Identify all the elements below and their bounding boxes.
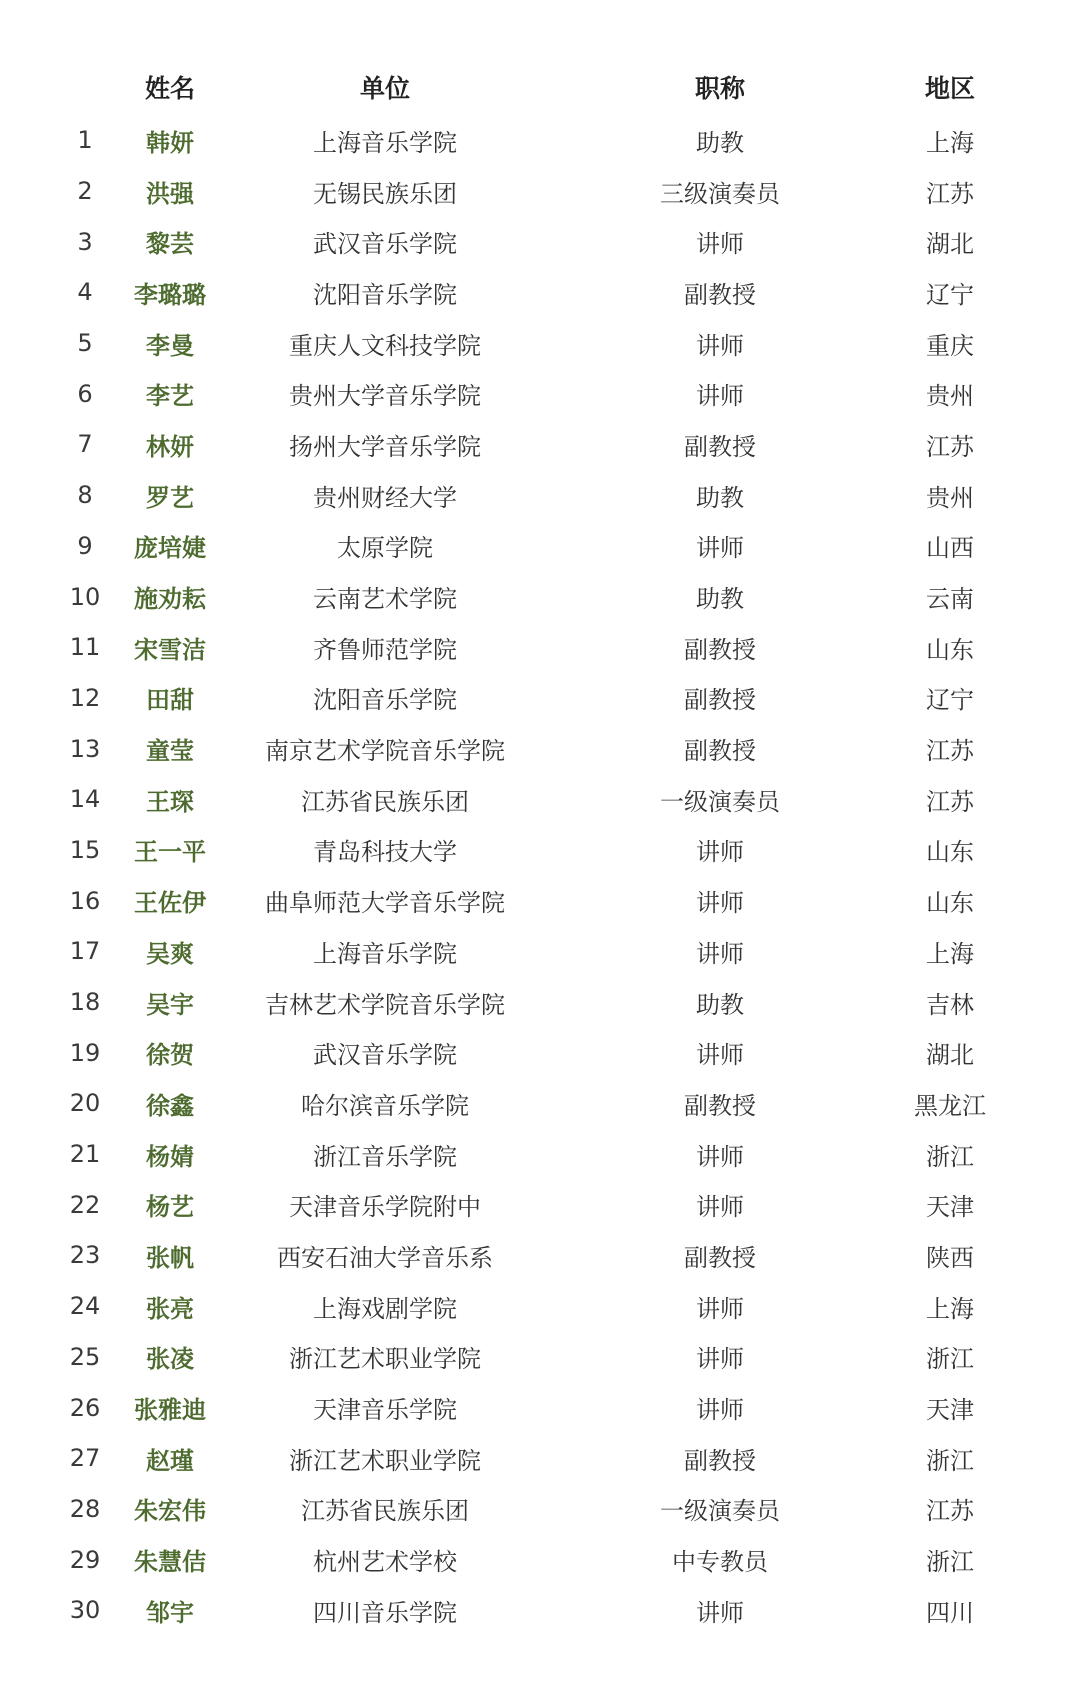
row-name: 田甜	[146, 686, 194, 715]
row-unit: 江苏省民族乐团	[301, 787, 469, 816]
row-region: 浙江	[926, 1446, 974, 1475]
row-title: 讲师	[696, 889, 744, 918]
row-index: 20	[69, 1089, 101, 1118]
row-region: 辽宁	[926, 280, 974, 309]
row-unit: 四川音乐学院	[313, 1598, 457, 1627]
row-title: 讲师	[696, 1345, 744, 1374]
row-region: 山东	[926, 838, 974, 867]
row-unit: 杭州艺术学校	[313, 1548, 457, 1577]
row-unit: 上海音乐学院	[313, 939, 457, 968]
row-unit: 浙江艺术职业学院	[289, 1345, 481, 1374]
row-region: 山西	[926, 534, 974, 563]
row-index: 29	[69, 1545, 101, 1574]
table-row	[0, 521, 1080, 572]
row-unit: 齐鲁师范学院	[313, 635, 457, 664]
row-title: 一级演奏员	[660, 787, 780, 816]
row-index: 28	[69, 1494, 101, 1523]
row-unit: 天津音乐学院	[313, 1396, 457, 1425]
row-title: 副教授	[684, 1446, 756, 1475]
table-row	[0, 115, 1080, 166]
row-name: 宋雪洁	[134, 635, 206, 664]
row-unit: 浙江音乐学院	[313, 1142, 457, 1171]
row-name: 洪强	[146, 179, 194, 208]
row-unit: 扬州大学音乐学院	[289, 432, 481, 461]
row-index: 21	[69, 1140, 101, 1169]
row-index: 11	[69, 633, 101, 662]
row-region: 浙江	[926, 1142, 974, 1171]
row-name: 张雅迪	[134, 1396, 206, 1425]
row-name: 李曼	[146, 331, 194, 360]
row-unit: 武汉音乐学院	[313, 230, 457, 259]
row-title: 讲师	[696, 1396, 744, 1425]
row-name: 杨艺	[146, 1193, 194, 1222]
row-title: 副教授	[684, 635, 756, 664]
table-row	[0, 419, 1080, 470]
row-title: 讲师	[696, 331, 744, 360]
row-title: 中专教员	[672, 1548, 768, 1577]
row-region: 山东	[926, 889, 974, 918]
table-body	[0, 115, 1080, 1636]
row-name: 庞培婕	[134, 534, 206, 563]
row-name: 吴爽	[146, 939, 194, 968]
row-name: 杨婧	[146, 1142, 194, 1171]
table-row	[0, 1230, 1080, 1281]
row-region: 山东	[926, 635, 974, 664]
row-index: 9	[77, 531, 93, 560]
row-name: 朱宏伟	[134, 1497, 206, 1526]
row-region: 江苏	[926, 1497, 974, 1526]
row-index: 22	[69, 1190, 101, 1219]
row-region: 江苏	[926, 179, 974, 208]
row-index: 1	[77, 126, 93, 155]
row-index: 26	[69, 1393, 101, 1422]
row-title: 一级演奏员	[660, 1497, 780, 1526]
row-region: 重庆	[926, 331, 974, 360]
row-name: 徐鑫	[146, 1091, 194, 1120]
row-title: 讲师	[696, 1598, 744, 1627]
row-region: 江苏	[926, 787, 974, 816]
row-name: 邹宇	[146, 1598, 194, 1627]
row-unit: 南京艺术学院音乐学院	[265, 737, 505, 766]
row-title: 讲师	[696, 382, 744, 411]
row-region: 上海	[926, 939, 974, 968]
table-row	[0, 216, 1080, 267]
row-index: 7	[77, 430, 93, 459]
row-region: 浙江	[926, 1548, 974, 1577]
table-row	[0, 1179, 1080, 1230]
row-unit: 吉林艺术学院音乐学院	[265, 990, 505, 1019]
row-region: 天津	[926, 1193, 974, 1222]
row-region: 吉林	[926, 990, 974, 1019]
table-header	[0, 64, 1080, 110]
row-index: 24	[69, 1292, 101, 1321]
row-title: 助教	[696, 483, 744, 512]
row-unit: 曲阜师范大学音乐学院	[265, 889, 505, 918]
row-name: 李璐璐	[134, 280, 206, 309]
row-title: 副教授	[684, 1091, 756, 1120]
row-unit: 无锡民族乐团	[313, 179, 457, 208]
row-title: 讲师	[696, 939, 744, 968]
row-unit: 上海戏剧学院	[313, 1294, 457, 1323]
row-name: 林妍	[146, 432, 194, 461]
row-region: 江苏	[926, 737, 974, 766]
row-title: 副教授	[684, 686, 756, 715]
row-name: 黎芸	[146, 230, 194, 259]
header-unit: 单位	[359, 74, 410, 103]
row-index: 27	[69, 1444, 101, 1473]
row-title: 副教授	[684, 737, 756, 766]
row-title: 三级演奏员	[660, 179, 780, 208]
row-title: 讲师	[696, 230, 744, 259]
table-row	[0, 571, 1080, 622]
table-row	[0, 1027, 1080, 1078]
table-row	[0, 926, 1080, 977]
header-name: 姓名	[144, 74, 195, 103]
row-unit: 江苏省民族乐团	[301, 1497, 469, 1526]
row-region: 黑龙江	[914, 1091, 986, 1120]
row-index: 3	[77, 227, 93, 256]
row-name: 李艺	[146, 382, 194, 411]
row-region: 陕西	[926, 1243, 974, 1272]
row-index: 2	[77, 177, 93, 206]
row-name: 张帆	[146, 1243, 194, 1272]
table-row	[0, 774, 1080, 825]
header-region: 地区	[924, 74, 975, 103]
row-region: 天津	[926, 1396, 974, 1425]
row-region: 四川	[926, 1598, 974, 1627]
row-index: 15	[69, 835, 101, 864]
table-row	[0, 470, 1080, 521]
row-unit: 浙江艺术职业学院	[289, 1446, 481, 1475]
row-unit: 西安石油大学音乐系	[277, 1243, 493, 1272]
row-title: 副教授	[684, 1243, 756, 1272]
table-row	[0, 1484, 1080, 1535]
row-name: 赵瑾	[146, 1446, 194, 1475]
row-title: 讲师	[696, 1294, 744, 1323]
row-title: 讲师	[696, 838, 744, 867]
header-title: 职称	[694, 74, 745, 103]
row-index: 8	[77, 481, 93, 510]
table-row	[0, 1585, 1080, 1636]
row-index: 14	[69, 785, 101, 814]
row-unit: 云南艺术学院	[313, 585, 457, 614]
row-unit: 沈阳音乐学院	[313, 280, 457, 309]
row-region: 云南	[926, 585, 974, 614]
row-title: 副教授	[684, 280, 756, 309]
row-region: 上海	[926, 128, 974, 157]
row-title: 助教	[696, 585, 744, 614]
row-name: 吴宇	[146, 990, 194, 1019]
row-unit: 贵州财经大学	[313, 483, 457, 512]
row-index: 25	[69, 1342, 101, 1371]
row-region: 江苏	[926, 432, 974, 461]
table-row	[0, 723, 1080, 774]
row-title: 助教	[696, 990, 744, 1019]
row-region: 上海	[926, 1294, 974, 1323]
row-index: 23	[69, 1241, 101, 1270]
row-name: 罗艺	[146, 483, 194, 512]
table-row	[0, 875, 1080, 926]
row-index: 13	[69, 734, 101, 763]
row-title: 讲师	[696, 1193, 744, 1222]
row-region: 湖北	[926, 1041, 974, 1070]
table-row	[0, 1129, 1080, 1180]
table-row	[0, 1534, 1080, 1585]
table-row	[0, 622, 1080, 673]
table-row	[0, 1332, 1080, 1383]
row-region: 贵州	[926, 382, 974, 411]
table-row	[0, 267, 1080, 318]
row-index: 19	[69, 1038, 101, 1067]
table-row	[0, 318, 1080, 369]
table-row	[0, 977, 1080, 1028]
table-row	[0, 1382, 1080, 1433]
row-name: 张凌	[146, 1345, 194, 1374]
row-title: 讲师	[696, 1041, 744, 1070]
table-row	[0, 1433, 1080, 1484]
row-index: 17	[69, 937, 101, 966]
row-name: 韩妍	[146, 128, 194, 157]
row-title: 讲师	[696, 1142, 744, 1171]
row-region: 贵州	[926, 483, 974, 512]
row-region: 浙江	[926, 1345, 974, 1374]
row-index: 4	[77, 278, 93, 307]
row-unit: 青岛科技大学	[313, 838, 457, 867]
row-name: 朱慧佶	[134, 1548, 206, 1577]
table-row	[0, 1281, 1080, 1332]
table-row	[0, 673, 1080, 724]
row-unit: 贵州大学音乐学院	[289, 382, 481, 411]
row-index: 10	[69, 582, 101, 611]
row-index: 18	[69, 988, 101, 1017]
row-name: 王一平	[134, 838, 206, 867]
row-title: 助教	[696, 128, 744, 157]
row-unit: 太原学院	[337, 534, 433, 563]
row-title: 副教授	[684, 432, 756, 461]
table-row	[0, 166, 1080, 217]
row-region: 辽宁	[926, 686, 974, 715]
row-unit: 哈尔滨音乐学院	[301, 1091, 469, 1120]
row-unit: 武汉音乐学院	[313, 1041, 457, 1070]
row-name: 徐贺	[146, 1041, 194, 1070]
row-unit: 天津音乐学院附中	[289, 1193, 481, 1222]
row-name: 王佐伊	[134, 889, 206, 918]
row-name: 童莹	[146, 737, 194, 766]
row-unit: 上海音乐学院	[313, 128, 457, 157]
row-index: 12	[69, 683, 101, 712]
row-name: 施劝耘	[134, 585, 206, 614]
row-region: 湖北	[926, 230, 974, 259]
row-title: 讲师	[696, 534, 744, 563]
row-name: 王琛	[146, 787, 194, 816]
row-index: 30	[69, 1596, 101, 1625]
table-row	[0, 368, 1080, 419]
row-index: 5	[77, 329, 93, 358]
row-unit: 重庆人文科技学院	[289, 331, 481, 360]
row-index: 6	[77, 379, 93, 408]
row-index: 16	[69, 886, 101, 915]
row-unit: 沈阳音乐学院	[313, 686, 457, 715]
table-row	[0, 825, 1080, 876]
table-row	[0, 1078, 1080, 1129]
row-name: 张亮	[146, 1294, 194, 1323]
